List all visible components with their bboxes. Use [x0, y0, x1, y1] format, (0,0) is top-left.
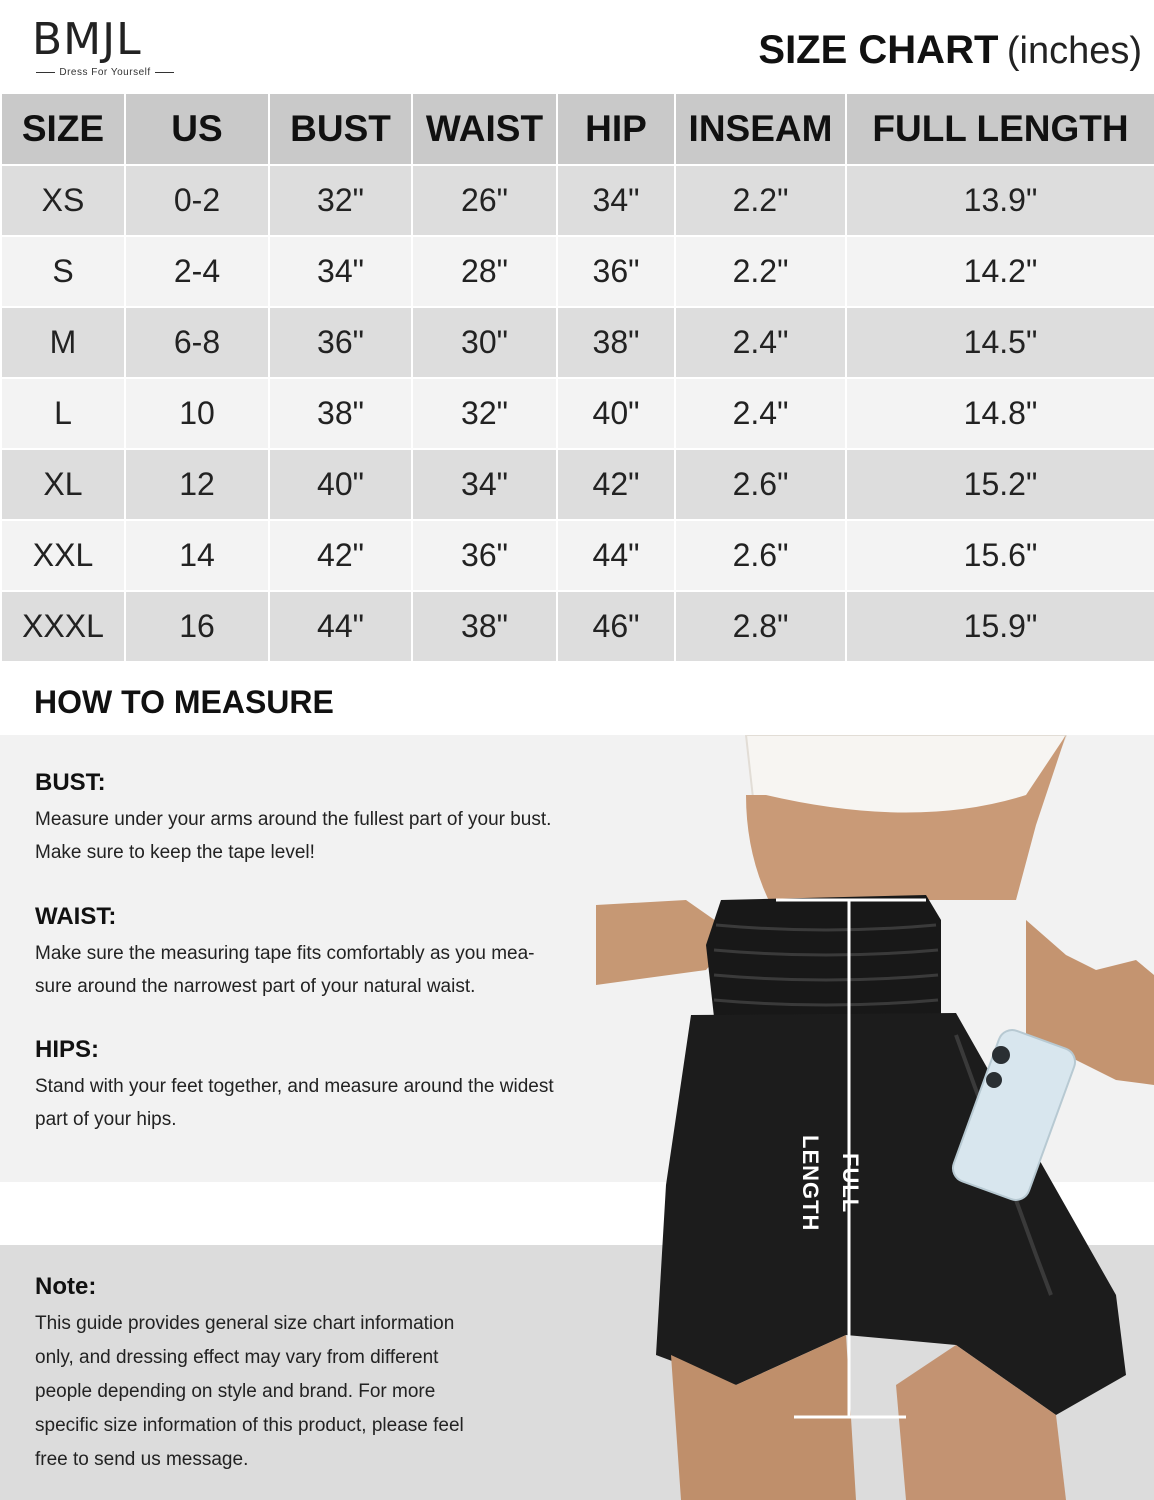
cell-full-length: 14.5": [846, 307, 1154, 378]
column-header-bust: BUST: [269, 93, 412, 165]
phone-camera-lens: [992, 1046, 1010, 1064]
brand-logo[interactable]: [32, 14, 177, 82]
note-heading: Note:: [35, 1273, 97, 1300]
cell-size: M: [1, 307, 125, 378]
cell-bust: 42": [269, 520, 412, 591]
cell-hip: 34": [557, 165, 675, 236]
note-line: only, and dressing effect may vary from different: [35, 1347, 439, 1368]
table-header-row: [1, 93, 1154, 165]
column-header-hip: HIP: [557, 93, 675, 165]
table-row: [1, 378, 1154, 449]
how-to-measure-heading: HOW TO MEASURE: [34, 684, 334, 720]
cell-waist: 26": [412, 165, 557, 236]
cell-full-length: 14.8": [846, 378, 1154, 449]
hips-text: [35, 1070, 615, 1136]
cell-inseam: 2.6": [675, 449, 846, 520]
bust-line: Make sure to keep the tape level!: [35, 842, 315, 863]
column-header-size: SIZE: [1, 93, 125, 165]
cell-us: 14: [125, 520, 269, 591]
hips-section: [35, 1036, 615, 1136]
cell-hip: 44": [557, 520, 675, 591]
table-row: [1, 520, 1154, 591]
waist-line: sure around the narrowest part of your natural waist.: [35, 976, 476, 997]
note-line: This guide provides general size chart information: [35, 1313, 455, 1334]
bust-heading: BUST:: [35, 769, 106, 796]
cell-hip: 38": [557, 307, 675, 378]
hips-line: Stand with your feet together, and measure around the widest: [35, 1076, 554, 1097]
cell-waist: 36": [412, 520, 557, 591]
cell-us: 6-8: [125, 307, 269, 378]
cell-full-length: 14.2": [846, 236, 1154, 307]
shorts-illustration: [596, 735, 1154, 1500]
note-line: free to send us message.: [35, 1449, 249, 1470]
cell-size: XXL: [1, 520, 125, 591]
cell-us: 0-2: [125, 165, 269, 236]
hips-line: part of your hips.: [35, 1109, 177, 1130]
cell-hip: 42": [557, 449, 675, 520]
page-title: [758, 28, 1142, 73]
cell-full-length: 13.9": [846, 165, 1154, 236]
header: [0, 0, 1154, 92]
cell-waist: 38": [412, 591, 557, 662]
full-length-label: FULL LENGTH: [798, 1134, 863, 1232]
table-row: [1, 236, 1154, 307]
note-line: specific size information of this product, please feel: [35, 1415, 464, 1436]
table-row: [1, 449, 1154, 520]
cell-full-length: 15.6": [846, 520, 1154, 591]
cell-us: 12: [125, 449, 269, 520]
cell-full-length: 15.9": [846, 591, 1154, 662]
bust-line: Measure under your arms around the fullest part of your bust.: [35, 809, 552, 830]
column-header-inseam: INSEAM: [675, 93, 846, 165]
cell-us: 2-4: [125, 236, 269, 307]
size-table: [0, 92, 1154, 663]
waist-section: [35, 903, 615, 1003]
column-header-full-length: FULL LENGTH: [846, 93, 1154, 165]
note-section: [35, 1273, 535, 1477]
hips-heading: HIPS:: [35, 1036, 100, 1063]
phone-camera-lens-2: [986, 1072, 1002, 1088]
logo-tagline-text: Dress For Yourself: [59, 67, 151, 78]
column-header-waist: WAIST: [412, 93, 557, 165]
cell-hip: 36": [557, 236, 675, 307]
size-chart-title: SIZE CHART: [758, 28, 999, 72]
cell-size: S: [1, 236, 125, 307]
table-row: [1, 591, 1154, 662]
column-header-us: US: [125, 93, 269, 165]
cell-size: XXXL: [1, 591, 125, 662]
tagline-rule-left: [36, 72, 55, 73]
cell-hip: 46": [557, 591, 675, 662]
tagline-rule-right: [155, 72, 174, 73]
cell-inseam: 2.4": [675, 378, 846, 449]
cell-hip: 40": [557, 378, 675, 449]
cell-bust: 32": [269, 165, 412, 236]
cell-bust: 40": [269, 449, 412, 520]
cell-waist: 34": [412, 449, 557, 520]
table-row: [1, 307, 1154, 378]
cell-us: 16: [125, 591, 269, 662]
bust-section: [35, 769, 615, 869]
logo-mark: BMJL: [32, 14, 142, 65]
logo-tagline: [36, 67, 174, 78]
cell-inseam: 2.8": [675, 591, 846, 662]
cell-bust: 36": [269, 307, 412, 378]
cell-inseam: 2.4": [675, 307, 846, 378]
cell-waist: 28": [412, 236, 557, 307]
cell-us: 10: [125, 378, 269, 449]
note-text: [35, 1307, 535, 1477]
cell-waist: 32": [412, 378, 557, 449]
cell-bust: 34": [269, 236, 412, 307]
cell-size: XS: [1, 165, 125, 236]
cell-inseam: 2.2": [675, 236, 846, 307]
cell-bust: 38": [269, 378, 412, 449]
cell-inseam: 2.2": [675, 165, 846, 236]
waist-text: [35, 937, 615, 1003]
cell-bust: 44": [269, 591, 412, 662]
table-row: [1, 165, 1154, 236]
waist-line: Make sure the measuring tape fits comfortably as you mea-: [35, 943, 535, 964]
cell-size: L: [1, 378, 125, 449]
unit-label: (inches): [1006, 30, 1142, 72]
waist-heading: WAIST:: [35, 903, 117, 930]
bust-text: [35, 803, 615, 869]
cell-full-length: 15.2": [846, 449, 1154, 520]
cell-size: XL: [1, 449, 125, 520]
cell-inseam: 2.6": [675, 520, 846, 591]
note-line: people depending on style and brand. For more: [35, 1381, 436, 1402]
cell-waist: 30": [412, 307, 557, 378]
